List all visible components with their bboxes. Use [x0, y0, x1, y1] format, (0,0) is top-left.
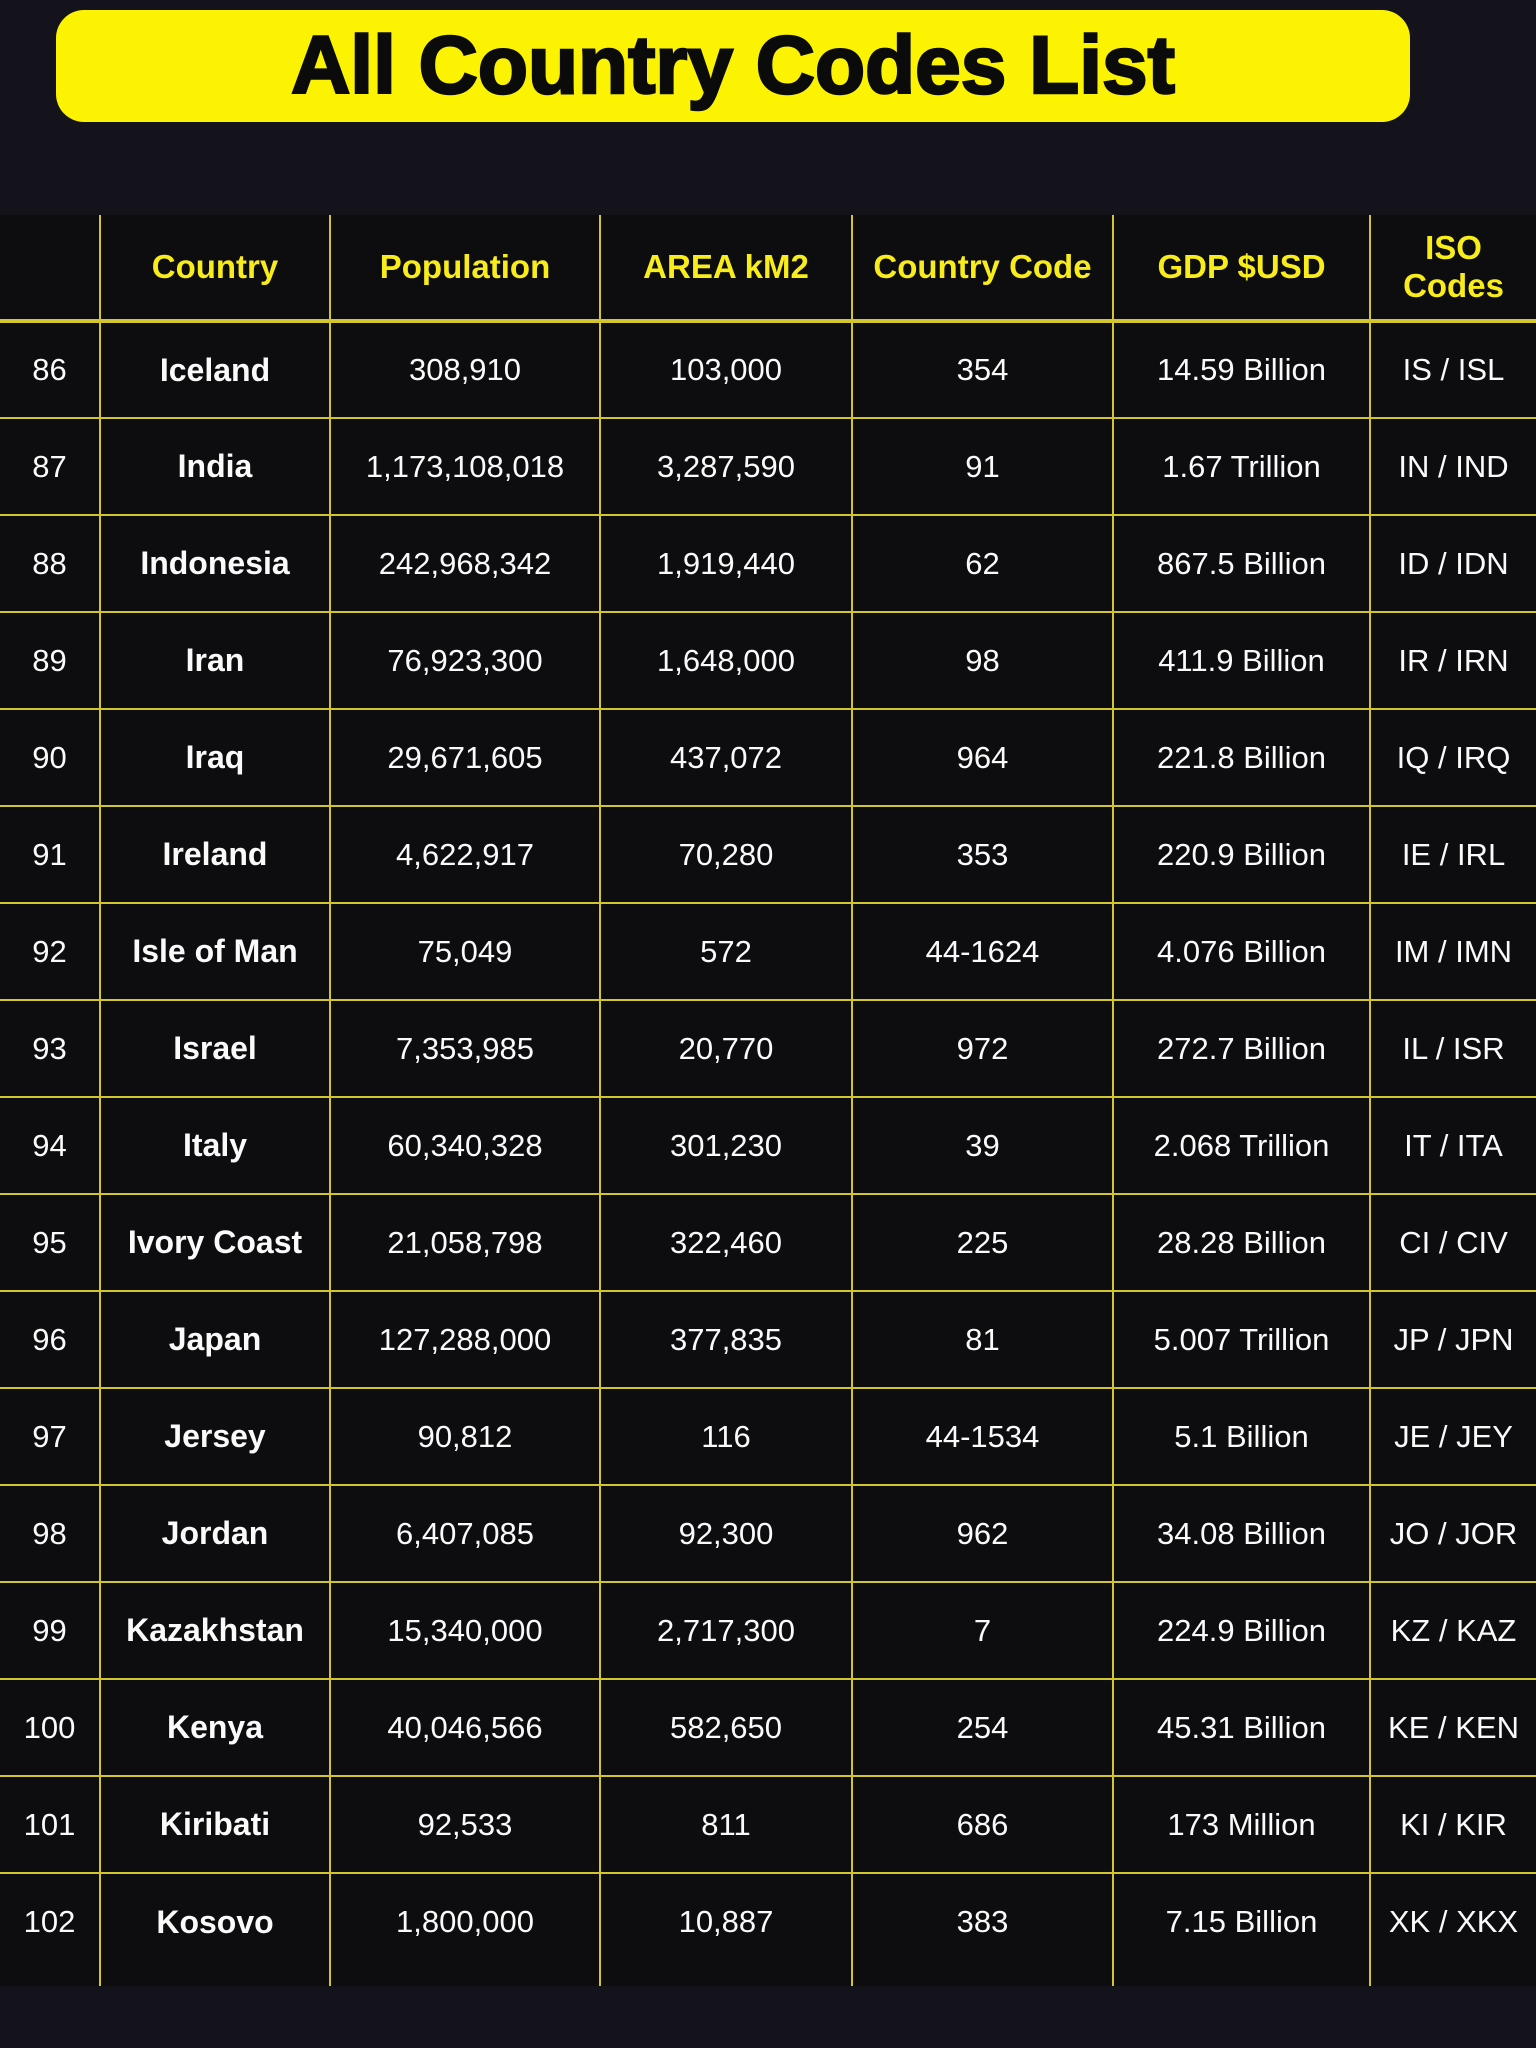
- gdp-value: 4.076 Billion: [1113, 903, 1370, 1000]
- area-value: 1,648,000: [600, 612, 852, 709]
- header-country: Country: [100, 215, 330, 321]
- row-number: 88: [0, 515, 100, 612]
- iso-codes-value: IE / IRL: [1370, 806, 1536, 903]
- table-row: [0, 1291, 1536, 1388]
- table-row: [0, 1679, 1536, 1776]
- row-number: 100: [0, 1679, 100, 1776]
- population-value: 308,910: [330, 321, 600, 418]
- row-number: 96: [0, 1291, 100, 1388]
- area-value: 2,717,300: [600, 1582, 852, 1679]
- population-value: 7,353,985: [330, 1000, 600, 1097]
- row-number: 86: [0, 321, 100, 418]
- area-value: 103,000: [600, 321, 852, 418]
- country-name: Italy: [100, 1097, 330, 1194]
- header-country-code: Country Code: [852, 215, 1113, 321]
- gdp-value: 14.59 Billion: [1113, 321, 1370, 418]
- iso-codes-value: CI / CIV: [1370, 1194, 1536, 1291]
- country-code-value: 225: [852, 1194, 1113, 1291]
- gdp-value: 173 Million: [1113, 1776, 1370, 1873]
- area-value: 1,919,440: [600, 515, 852, 612]
- area-value: 437,072: [600, 709, 852, 806]
- population-value: 1,173,108,018: [330, 418, 600, 515]
- country-name: Kosovo: [100, 1873, 330, 1970]
- grid-tail-cell: [100, 1970, 330, 1986]
- gdp-value: 28.28 Billion: [1113, 1194, 1370, 1291]
- row-number: 92: [0, 903, 100, 1000]
- table-row: [0, 321, 1536, 418]
- header-population: Population: [330, 215, 600, 321]
- area-value: 116: [600, 1388, 852, 1485]
- area-value: 3,287,590: [600, 418, 852, 515]
- country-code-value: 98: [852, 612, 1113, 709]
- country-name: Isle of Man: [100, 903, 330, 1000]
- country-code-value: 254: [852, 1679, 1113, 1776]
- country-name: India: [100, 418, 330, 515]
- population-value: 76,923,300: [330, 612, 600, 709]
- gdp-value: 2.068 Trillion: [1113, 1097, 1370, 1194]
- country-code-value: 962: [852, 1485, 1113, 1582]
- grid-tail-row: [0, 1970, 1536, 1986]
- gdp-value: 221.8 Billion: [1113, 709, 1370, 806]
- table-header: [0, 215, 1536, 321]
- table-row: [0, 1194, 1536, 1291]
- country-code-value: 972: [852, 1000, 1113, 1097]
- country-code-value: 81: [852, 1291, 1113, 1388]
- row-number: 90: [0, 709, 100, 806]
- row-number: 91: [0, 806, 100, 903]
- country-name: Jersey: [100, 1388, 330, 1485]
- population-value: 15,340,000: [330, 1582, 600, 1679]
- iso-codes-value: XK / XKX: [1388, 1904, 1519, 1939]
- title-banner: [56, 10, 1410, 122]
- country-codes-table: [0, 215, 1536, 1986]
- country-name: Ireland: [100, 806, 330, 903]
- row-number: 95: [0, 1194, 100, 1291]
- gdp-value: 5.007 Trillion: [1113, 1291, 1370, 1388]
- country-name: Ivory Coast: [100, 1194, 330, 1291]
- header-num: [0, 215, 100, 321]
- population-value: 127,288,000: [330, 1291, 600, 1388]
- iso-codes-value: ID / IDN: [1370, 515, 1536, 612]
- population-value: 6,407,085: [330, 1485, 600, 1582]
- area-value: 582,650: [600, 1679, 852, 1776]
- table-row: [0, 1388, 1536, 1485]
- country-name: Indonesia: [100, 515, 330, 612]
- country-code-value: 686: [852, 1776, 1113, 1873]
- country-name: Iceland: [100, 321, 330, 418]
- country-code-value: 7: [852, 1582, 1113, 1679]
- population-value: 40,046,566: [330, 1679, 600, 1776]
- country-name: Japan: [100, 1291, 330, 1388]
- gdp-value: 411.9 Billion: [1113, 612, 1370, 709]
- area-value: 301,230: [600, 1097, 852, 1194]
- grid-tail-cell: [330, 1970, 600, 1986]
- table-body: [0, 321, 1536, 1986]
- country-code-value: 39: [852, 1097, 1113, 1194]
- table-row: [0, 418, 1536, 515]
- country-code-value: 44-1624: [852, 903, 1113, 1000]
- iso-codes-value: JO / JOR: [1370, 1485, 1536, 1582]
- iso-codes-value: IQ / IRQ: [1370, 709, 1536, 806]
- country-name: Kiribati: [100, 1776, 330, 1873]
- table-row: [0, 709, 1536, 806]
- iso-codes-value: KZ / KAZ: [1370, 1582, 1536, 1679]
- grid-tail-cell: [1370, 1970, 1536, 1986]
- table-row: [0, 515, 1536, 612]
- area-value: 10,887: [600, 1873, 852, 1970]
- table-row: [0, 1485, 1536, 1582]
- grid-tail-cell: [600, 1970, 852, 1986]
- table-row: [0, 1097, 1536, 1194]
- area-value: 20,770: [600, 1000, 852, 1097]
- country-code-value: 62: [852, 515, 1113, 612]
- area-value: 92,300: [600, 1485, 852, 1582]
- country-code-value: 383: [852, 1873, 1113, 1970]
- area-value: 572: [600, 903, 852, 1000]
- country-code-value: 354: [852, 321, 1113, 418]
- row-number: 97: [0, 1388, 100, 1485]
- table-row: [0, 612, 1536, 709]
- row-number: 102: [0, 1873, 100, 1970]
- iso-codes-value: IR / IRN: [1370, 612, 1536, 709]
- gdp-value: 5.1 Billion: [1113, 1388, 1370, 1485]
- population-value: 1,800,000: [330, 1873, 600, 1970]
- table-row: [0, 1000, 1536, 1097]
- table-row: [0, 1873, 1536, 1970]
- header-iso-codes: ISO Codes: [1370, 215, 1536, 321]
- table-row: [0, 1582, 1536, 1679]
- country-name: Iran: [100, 612, 330, 709]
- iso-codes-value: IT / ITA: [1370, 1097, 1536, 1194]
- page-title: All Country Codes List: [291, 20, 1175, 111]
- row-number: 99: [0, 1582, 100, 1679]
- grid-tail-cell: [0, 1970, 100, 1986]
- gdp-value: 7.15 Billion: [1113, 1873, 1370, 1970]
- country-name: Kenya: [100, 1679, 330, 1776]
- iso-codes-value: IS / ISL: [1370, 321, 1536, 418]
- iso-codes-value: IN / IND: [1370, 418, 1536, 515]
- row-number: 89: [0, 612, 100, 709]
- country-name: Kazakhstan: [100, 1582, 330, 1679]
- iso-codes-value: IL / ISR: [1370, 1000, 1536, 1097]
- country-code-value: 44-1534: [852, 1388, 1113, 1485]
- table-row: [0, 903, 1536, 1000]
- population-value: 4,622,917: [330, 806, 600, 903]
- grid-tail-cell: [1113, 1970, 1370, 1986]
- iso-codes-value: JE / JEY: [1370, 1388, 1536, 1485]
- row-number: 93: [0, 1000, 100, 1097]
- row-number: 98: [0, 1485, 100, 1582]
- row-number: 94: [0, 1097, 100, 1194]
- row-number: 101: [0, 1776, 100, 1873]
- population-value: 21,058,798: [330, 1194, 600, 1291]
- area-value: 322,460: [600, 1194, 852, 1291]
- population-value: 29,671,605: [330, 709, 600, 806]
- grid-tail-cell: [852, 1970, 1113, 1986]
- country-code-value: 91: [852, 418, 1113, 515]
- population-value: 60,340,328: [330, 1097, 600, 1194]
- table-row: [0, 1776, 1536, 1873]
- population-value: 242,968,342: [330, 515, 600, 612]
- iso-codes-value: JP / JPN: [1370, 1291, 1536, 1388]
- population-value: 92,533: [330, 1776, 600, 1873]
- area-value: 70,280: [600, 806, 852, 903]
- country-code-value: 964: [852, 709, 1113, 806]
- area-value: 377,835: [600, 1291, 852, 1388]
- table-row: [0, 806, 1536, 903]
- iso-codes-value: KI / KIR: [1370, 1776, 1536, 1873]
- gdp-value: 272.7 Billion: [1113, 1000, 1370, 1097]
- population-value: 90,812: [330, 1388, 600, 1485]
- population-value: 75,049: [330, 903, 600, 1000]
- gdp-value: 867.5 Billion: [1113, 515, 1370, 612]
- row-number: 87: [0, 418, 100, 515]
- country-name: Jordan: [100, 1485, 330, 1582]
- header-gdp: GDP $USD: [1113, 215, 1370, 321]
- gdp-value: 224.9 Billion: [1113, 1582, 1370, 1679]
- header-area: AREA kM2: [600, 215, 852, 321]
- iso-codes-value: IM / IMN: [1370, 903, 1536, 1000]
- country-name: Iraq: [100, 709, 330, 806]
- gdp-value: 1.67 Trillion: [1113, 418, 1370, 515]
- country-name: Israel: [100, 1000, 330, 1097]
- iso-codes-value: KE / KEN: [1370, 1679, 1536, 1776]
- gdp-value: 34.08 Billion: [1113, 1485, 1370, 1582]
- gdp-value: 220.9 Billion: [1113, 806, 1370, 903]
- gdp-value: 45.31 Billion: [1113, 1679, 1370, 1776]
- country-code-value: 353: [852, 806, 1113, 903]
- area-value: 811: [600, 1776, 852, 1873]
- header-row: [0, 215, 1536, 321]
